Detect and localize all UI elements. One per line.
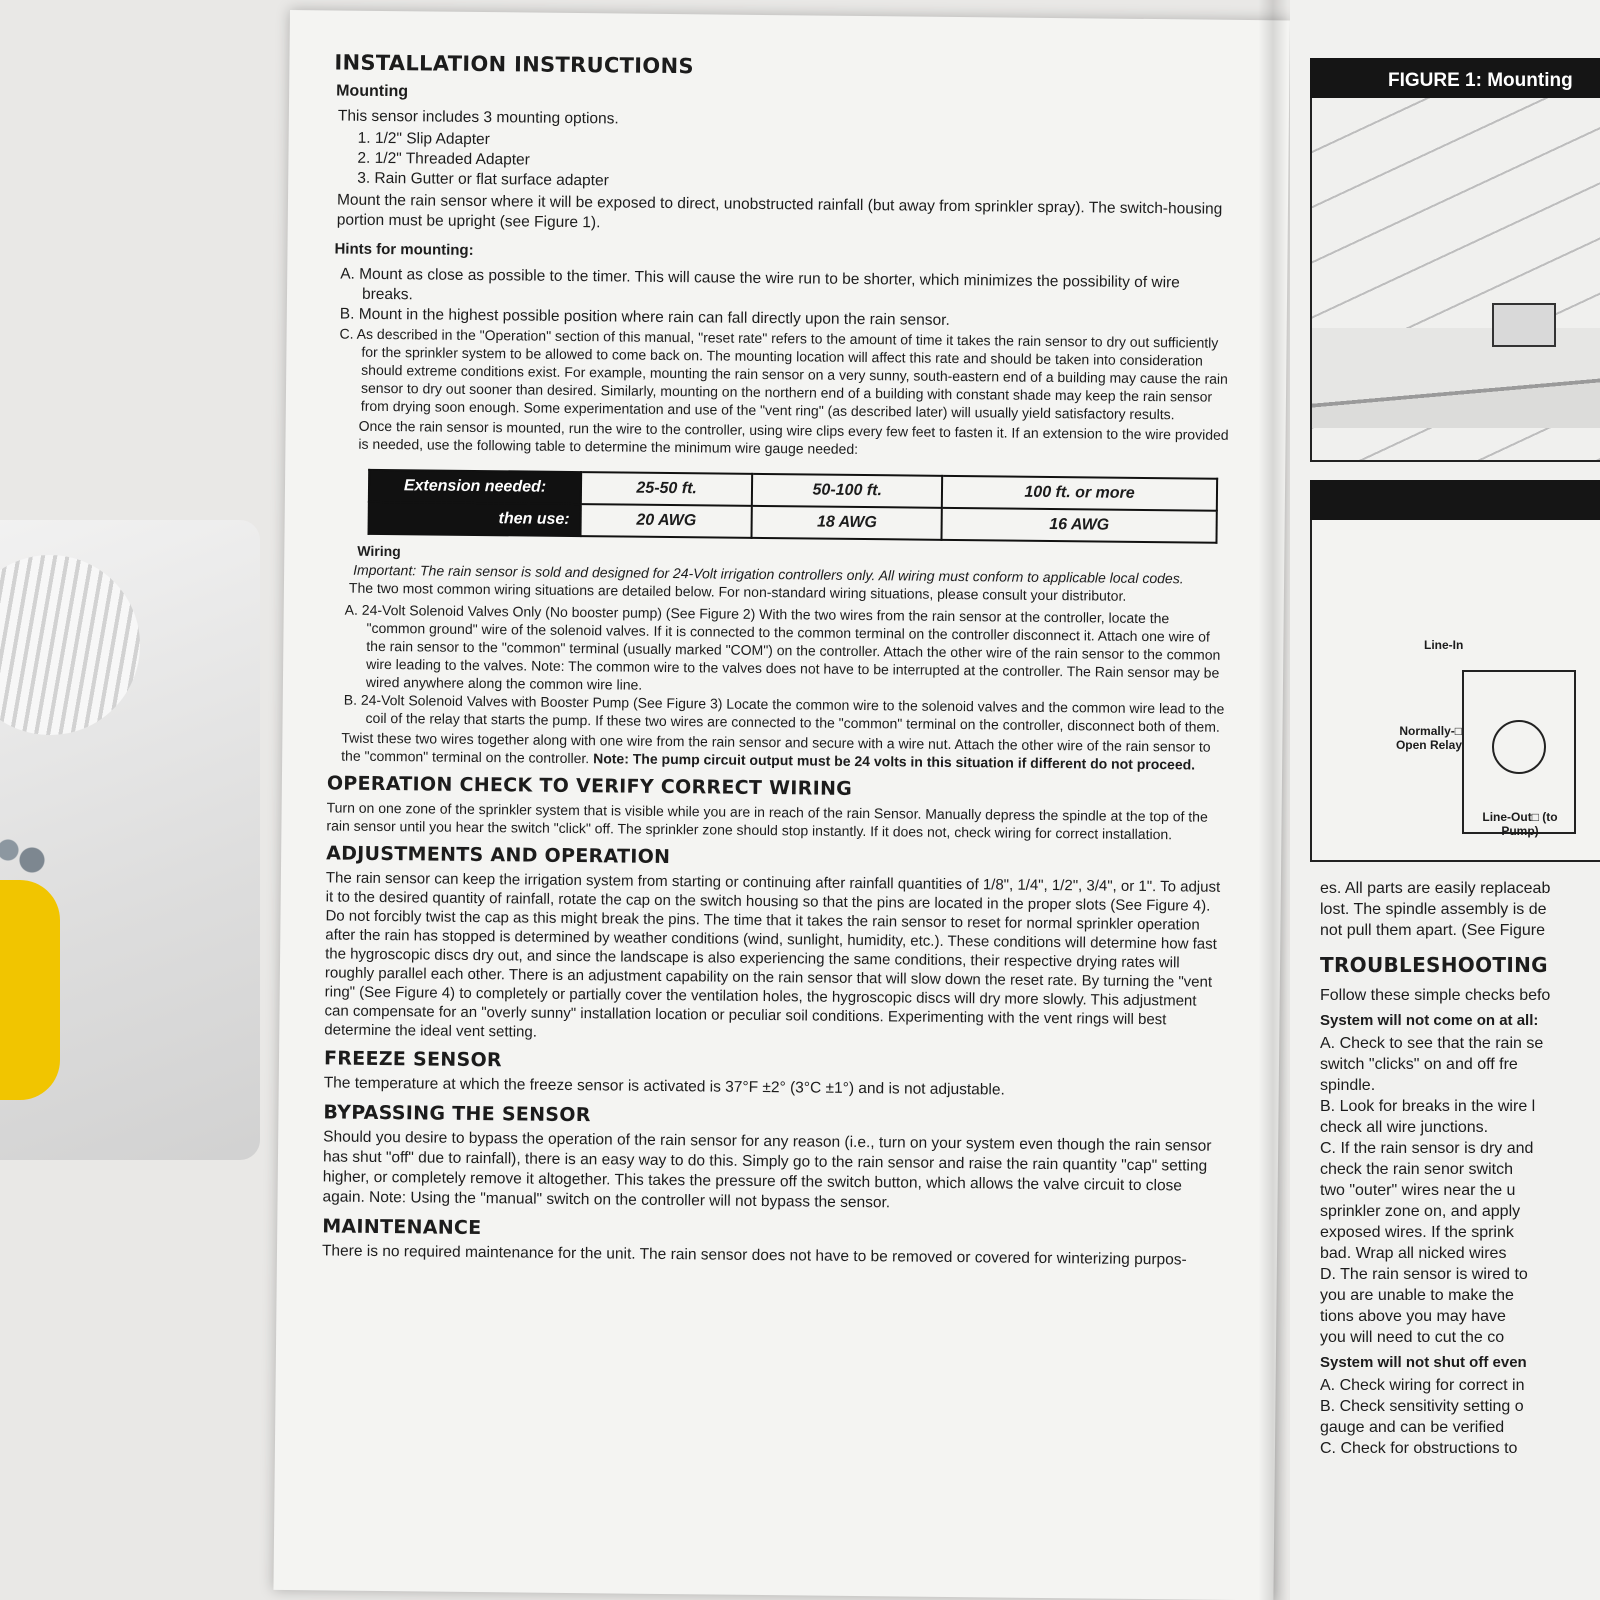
figure1-roof-illustration	[1310, 98, 1600, 462]
ts-line: exposed wires. If the sprink	[1320, 1224, 1514, 1241]
roof-edge	[1312, 328, 1600, 428]
ts-line: check all wire junctions.	[1320, 1119, 1489, 1136]
wiring-pump-note: Note: The pump circuit output must be 24 volts in this situation if different do not proceed.	[593, 750, 1196, 773]
table-row-head: Extension needed:	[369, 470, 581, 504]
hint-item: B. Mount in the highest possible position where rain can fall directly upon the rain sensor.	[339, 305, 950, 329]
hints-heading: Hints for mounting:	[334, 240, 474, 259]
wiring-common: The two most common wiring situations are detailed below. For non-standard wiring situations, please consult your distributor.	[348, 579, 1127, 604]
wire-gauge-table	[368, 469, 1219, 544]
freeze-title: FREEZE SENSOR	[323, 1047, 503, 1072]
after-mount-text: Once the rain sensor is mounted, run the wire to the controller, using wire clips every few feet to fasten it. If an extension to the wire provided is needed, use the following table to determine the minimum wire gauge needed:	[358, 417, 1229, 457]
figure1-title: FIGURE 1: Mounting	[1310, 58, 1600, 98]
sheet-content	[322, 50, 1235, 1270]
hint-item: A. Mount as close as possible to the timer. This will cause the wire run to be shorter, which minimizes the possibility of wire breaks.	[340, 265, 1180, 304]
wiring-item: A. 24-Volt Solenoid Valves Only (No booster pump) (See Figure 2) With the two wires from the rain sensor at the controller, locate the "common ground" wire of the solenoid valves. If it is connected to the common terminal on the controller disconnect it. Attach one wire of the rain sensor to the "common" terminal (usually marked "COM") on the controller. Attach the other wire of the rain sensor to the common wire leading to the valves. Note: The common wire to the valves does not have to be interrupted at the controller. The Rain sensor may be wired anywhere along the common wire line.	[344, 601, 1221, 693]
mounting-option: 2. 1/2" Threaded Adapter	[357, 149, 530, 169]
figure2-header	[1310, 480, 1600, 520]
bypass-title: BYPASSING THE SENSOR	[323, 1101, 591, 1127]
yellow-wire-nut	[0, 880, 60, 1100]
ts-list-no-stop	[1320, 1375, 1600, 1459]
hints-list	[337, 265, 1233, 424]
mounting-heading: Mounting	[336, 82, 409, 101]
ts-heading-no-stop: System will not shut off even	[1320, 1354, 1527, 1371]
ts-line: switch "clicks" on and off fre	[1320, 1056, 1518, 1073]
continued-line: es. All parts are easily replaceab	[1320, 880, 1551, 897]
adjustments-title: ADJUSTMENTS AND OPERATION	[326, 842, 671, 869]
mount-bracket	[1492, 303, 1556, 347]
mounting-option: 1. 1/2" Slip Adapter	[357, 129, 490, 149]
freeze-text: The temperature at which the freeze sensor is activated is 37°F ±2° (3°C ±1°) and is not adjustable.	[323, 1074, 1005, 1099]
line-out-label: Line-Out□ (to Pump)	[1482, 810, 1558, 838]
screws	[0, 830, 50, 880]
wiring-important: Important: The rain sensor is sold and designed for 24-Volt irrigation controllers only. All wiring must conform to applicable local codes.	[353, 561, 1184, 587]
continued-line: lost. The spindle assembly is de	[1320, 901, 1547, 918]
wiring-heading: Wiring	[357, 542, 401, 560]
table-cell: 50-100 ft.	[752, 474, 942, 508]
table-cell: 100 ft. or more	[942, 476, 1217, 511]
right-page-text	[1320, 878, 1600, 1459]
ts-line: check the rain senor switch	[1320, 1161, 1513, 1178]
table-cell: 16 AWG	[942, 508, 1217, 543]
continued-line: not pull them apart. (See Figure	[1320, 922, 1546, 939]
wiring-twist-text: Twist these two wires together along with one wire from the rain sensor and secure with a wire nut. Attach the other wire of the rain sensor to the "common" terminal on the controller.	[341, 729, 1211, 767]
bypass-text: Should you desire to bypass the operation of the rain sensor for any reason (i.e., turn on your system even though the rain sensor has shut "off" due to rainfall), there is an easy way to do this. Simply go to the rain sensor and raise the rain quantity "cap" setting higher, or completely remove it altogether. This takes the pressure off the switch button, which allows the valve circuit to close again. Note: Using the "manual" switch on the controller will not bypass the sensor.	[322, 1128, 1212, 1212]
operation-check-text: Turn on one zone of the sprinkler system that is visible while you are in reach of the rain Sensor. Manually depress the spindle at the top of the rain sensor until you hear the switch "click" off. The sprinkler zone should stop instantly. If it does not, check wiring for correct installation.	[326, 799, 1208, 843]
hint-item: C. As described in the "Operation" section of this manual, "reset rate" refers to the amount of time it takes the rain sensor to dry out sufficiently for the sprinkler system to be allowed to come back on. The mounting location will affect this rate and should be taken into consideration should extreme conditions exist. For example, mounting the rain sensor on a very sunny, south-eastern end of a building may cause the rain sensor to dry out sooner than desired. Similarly, mounting on the northern end of a building with constant shade may keep the rain sensor from drying soon enough. Some experimentation and use of the "vent ring" (as described later) will usually yield satisfactory results.	[339, 325, 1228, 423]
wiring-list	[341, 601, 1228, 736]
ts-line: A. Check wiring for correct in	[1320, 1377, 1525, 1394]
troubleshooting-title: TROUBLESHOOTING	[1320, 953, 1548, 977]
ts-list-no-start	[1320, 1033, 1600, 1348]
ts-line: you are unable to make the	[1320, 1287, 1514, 1304]
installation-title: INSTALLATION INSTRUCTIONS	[334, 50, 694, 79]
table-row-head: then use:	[369, 502, 581, 536]
relay-label: Normally-□ Open Relay	[1395, 724, 1462, 752]
ts-line: sprinkler zone on, and apply	[1320, 1203, 1521, 1220]
ts-line: two "outer" wires near the u	[1320, 1182, 1516, 1199]
maintenance-text: There is no required maintenance for the unit. The rain sensor does not have to be removed or covered for winterizing purpos-	[321, 1242, 1187, 1269]
mounting-intro: This sensor includes 3 mounting options.	[337, 107, 619, 128]
figure2-wiring-diagram	[1310, 520, 1600, 862]
table-cell: 25-50 ft.	[581, 472, 753, 506]
ts-line: gauge and can be verified	[1320, 1419, 1505, 1436]
wiring-item: B. 24-Volt Solenoid Valves with Booster Pump (See Figure 3) Locate the common wire to the solenoid valves and the common wire lead to the coil of the relay that starts the pump. If these two wires are connected to the "common" terminal on the controller, disconnect both of them.	[343, 691, 1225, 735]
ts-line: B. Look for breaks in the wire l	[1320, 1098, 1536, 1115]
ts-line: D. The rain sensor is wired to	[1320, 1266, 1528, 1283]
ts-line: C. Check for obstructions to	[1320, 1440, 1518, 1457]
ts-line: B. Check sensitivity setting o	[1320, 1398, 1524, 1415]
ts-line: A. Check to see that the rain se	[1320, 1035, 1544, 1052]
page-fold	[1258, 0, 1288, 1600]
maintenance-title: MAINTENANCE	[322, 1215, 482, 1240]
instruction-sheet	[273, 10, 1289, 1600]
operation-check-title: OPERATION CHECK TO VERIFY CORRECT WIRING	[326, 772, 853, 800]
ts-heading-no-start: System will not come on at all:	[1320, 1012, 1539, 1029]
ts-line: bad. Wrap all nicked wires	[1320, 1245, 1507, 1262]
mount-text: Mount the rain sensor where it will be exposed to direct, unobstructed rainfall (but away from sprinkler spray). The switch-housing portion must be upright (see Figure 1).	[336, 191, 1223, 232]
relay-coil	[1492, 720, 1546, 774]
ts-line: C. If the rain sensor is dry and	[1320, 1140, 1534, 1157]
table-cell: 20 AWG	[581, 504, 753, 538]
adjustments-text: The rain sensor can keep the irrigation system from starting or continuing after rainfall quantities of 1/8", 1/4", 1/2", 3/4", or 1". To adjust it to the desired quantity of rainfall, rotate the cap on the switch housing so that the pins are located in the proper slots (See Figure 4). Do not forcibly twist the cap as this might break the pins. The time that it takes the rain sensor to reset for normal sprinkler operation after the rain has stopped is determined by weather conditions (wind, sunlight, humidity, etc.). These conditions will determine how fast the hygroscopic discs dry out, and since the landscape is also experiencing the same conditions, their respective drying rates will roughly parallel each other. There is an adjustment capability on the rain sensor that will slow down the reset rate. By turning the "vent ring" (See Figure 4) to completely or partially cover the ventilation holes, the hygroscopic discs will dry more slowly. This adjustment can compensate for an "overly sunny" installation location or peculiar soil conditions. Experimenting with the vent rings will best determine the ideal vent setting.	[324, 869, 1221, 1041]
ts-line: spindle.	[1320, 1077, 1376, 1094]
mounting-option: 3. Rain Gutter or flat surface adapter	[357, 169, 609, 190]
ts-line: tions above you may have	[1320, 1308, 1506, 1325]
mounting-options	[357, 129, 1234, 198]
ts-line: you will need to cut the co	[1320, 1329, 1505, 1346]
table-cell: 18 AWG	[752, 506, 942, 540]
line-in-label: Line-In	[1424, 638, 1464, 652]
right-page	[1290, 0, 1600, 1600]
troubleshooting-intro: Follow these simple checks befo	[1320, 987, 1551, 1004]
